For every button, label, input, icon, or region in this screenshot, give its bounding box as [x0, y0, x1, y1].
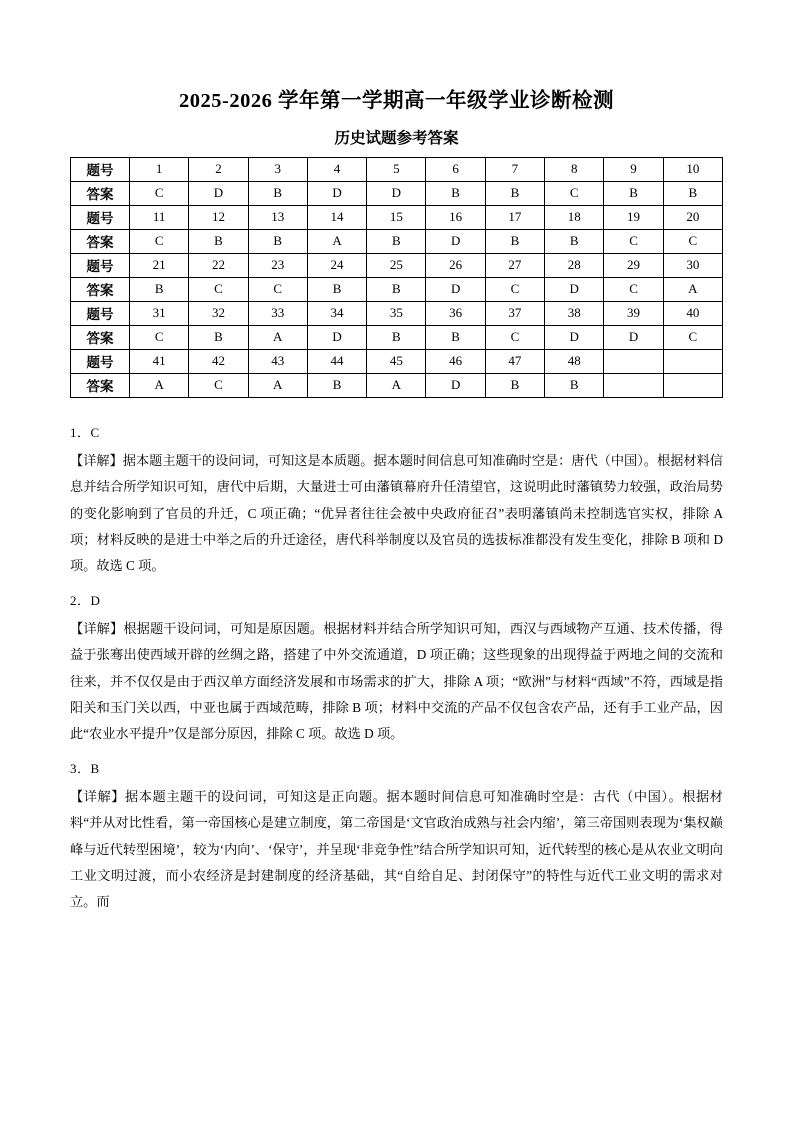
- row-label: 题号: [71, 349, 130, 373]
- table-cell: 26: [426, 253, 485, 277]
- table-cell: B: [426, 181, 485, 205]
- table-cell: B: [604, 181, 663, 205]
- table-cell: 44: [307, 349, 366, 373]
- table-cell: 18: [545, 205, 604, 229]
- row-label: 题号: [71, 301, 130, 325]
- table-cell: [604, 349, 663, 373]
- table-cell: B: [248, 229, 307, 253]
- explanation-item: [70, 420, 723, 580]
- table-cell: 32: [189, 301, 248, 325]
- table-cell: C: [130, 229, 189, 253]
- table-cell: 22: [189, 253, 248, 277]
- table-cell: 23: [248, 253, 307, 277]
- table-cell: [604, 373, 663, 397]
- table-cell: C: [485, 325, 544, 349]
- explanation-text: 【详解】据本题主题干的设问词，可知这是正向题。据本题时间信息可知准确时空是：古代（中国）。根据材料“并从对比性看，第一帝国核心是建立制度，第二帝国是‘文官政治成熟与社会内缩’，第三帝国则表现为‘集权巅峰与近代转型困境’，较为‘内向’、‘保守’，并呈现‘非竞争性”结合所学知识可知，近代转型的核心是从农业文明向工业文明过渡，而小农经济是封建制度的经济基础，其“自给自足、封闭保守”的特性与近代工业文明的需求对立。而: [70, 788, 723, 910]
- table-cell: 46: [426, 349, 485, 373]
- table-cell: C: [248, 277, 307, 301]
- table-cell: 2: [189, 157, 248, 181]
- table-cell: B: [307, 277, 366, 301]
- table-cell: 14: [307, 205, 366, 229]
- table-cell: B: [545, 229, 604, 253]
- table-row: [71, 349, 723, 373]
- table-cell: 29: [604, 253, 663, 277]
- table-row: [71, 373, 723, 397]
- row-label: 答案: [71, 229, 130, 253]
- table-cell: 15: [367, 205, 426, 229]
- table-cell: C: [130, 181, 189, 205]
- table-row: [71, 181, 723, 205]
- table-cell: B: [663, 181, 722, 205]
- table-cell: 37: [485, 301, 544, 325]
- answer-key-table: [70, 157, 723, 398]
- row-label: 题号: [71, 253, 130, 277]
- table-cell: B: [485, 181, 544, 205]
- table-cell: [663, 373, 722, 397]
- table-cell: 12: [189, 205, 248, 229]
- table-cell: 20: [663, 205, 722, 229]
- table-cell: D: [307, 181, 366, 205]
- table-cell: 38: [545, 301, 604, 325]
- table-cell: B: [307, 373, 366, 397]
- table-cell: 28: [545, 253, 604, 277]
- table-cell: 42: [189, 349, 248, 373]
- table-cell: C: [130, 325, 189, 349]
- table-cell: 39: [604, 301, 663, 325]
- table-cell: D: [426, 277, 485, 301]
- table-cell: D: [189, 181, 248, 205]
- table-cell: C: [604, 277, 663, 301]
- table-row: [71, 205, 723, 229]
- row-label: 答案: [71, 277, 130, 301]
- table-cell: 43: [248, 349, 307, 373]
- explanation-text: 【详解】据本题主题干的设问词，可知这是本质题。据本题时间信息可知准确时空是：唐代（中国）。根据材料信息并结合所学知识可知，唐代中后期，大量进士可由藩镇幕府升任清望官，这说明此时藩镇势力较强，政治局势的变化影响到了官员的升迁，C 项正确；“优异者往往会被中央政府征召”表明藩镇尚未控制选官实权，排除 A 项；材料反映的是进士中举之后的升迁途径，唐代科举制度以及官员的选拔标准都没有发生变化，排除 B 项和 D 项。故选 C 项。: [70, 452, 723, 574]
- explanation-text: 【详解】根据题干设问词，可知是原因题。根据材料并结合所学知识可知，西汉与西域物产互通、技术传播，得益于张骞出使西域开辟的丝绸之路，搭建了中外交流通道，D 项正确；这些现象的出现得益于两地之间的交流和往来，并不仅仅是由于西汉单方面经济发展和市场需求的扩大，排除 A 项；“欧洲”与材料“西域”不符，西域是指阳关和玉门关以西，中亚也属于西域范畴，排除 B 项；材料中交流的产品不仅包含农产品，还有手工业产品，因此“农业水平提升”仅是部分原因，排除 C 项。故选 D 项。: [70, 620, 723, 742]
- table-cell: C: [663, 325, 722, 349]
- table-cell: 45: [367, 349, 426, 373]
- table-cell: 25: [367, 253, 426, 277]
- table-cell: D: [545, 277, 604, 301]
- table-cell: 48: [545, 349, 604, 373]
- table-cell: B: [545, 373, 604, 397]
- table-cell: C: [189, 277, 248, 301]
- explanation-item: [70, 588, 723, 748]
- table-cell: 36: [426, 301, 485, 325]
- table-cell: A: [367, 373, 426, 397]
- row-label: 答案: [71, 181, 130, 205]
- table-cell: 13: [248, 205, 307, 229]
- table-cell: 7: [485, 157, 544, 181]
- table-cell: 34: [307, 301, 366, 325]
- table-cell: B: [367, 325, 426, 349]
- table-cell: C: [545, 181, 604, 205]
- table-cell: 17: [485, 205, 544, 229]
- table-cell: D: [426, 373, 485, 397]
- table-cell: 40: [663, 301, 722, 325]
- table-cell: 24: [307, 253, 366, 277]
- table-cell: D: [604, 325, 663, 349]
- table-cell: 10: [663, 157, 722, 181]
- table-cell: B: [485, 229, 544, 253]
- table-cell: 21: [130, 253, 189, 277]
- table-cell: B: [189, 325, 248, 349]
- explanation-item: [70, 756, 723, 916]
- table-cell: D: [426, 229, 485, 253]
- table-cell: 47: [485, 349, 544, 373]
- explanation-label: 2．D: [70, 592, 101, 608]
- row-label: 答案: [71, 325, 130, 349]
- table-cell: 35: [367, 301, 426, 325]
- table-cell: 8: [545, 157, 604, 181]
- table-row: [71, 277, 723, 301]
- table-cell: 6: [426, 157, 485, 181]
- table-cell: 1: [130, 157, 189, 181]
- table-cell: [663, 349, 722, 373]
- row-label: 题号: [71, 157, 130, 181]
- table-cell: 30: [663, 253, 722, 277]
- table-cell: B: [248, 181, 307, 205]
- table-cell: A: [307, 229, 366, 253]
- table-cell: C: [663, 229, 722, 253]
- table-cell: B: [367, 277, 426, 301]
- table-cell: 5: [367, 157, 426, 181]
- table-cell: C: [485, 277, 544, 301]
- answer-key-body: [71, 157, 723, 397]
- table-row: [71, 325, 723, 349]
- table-cell: 3: [248, 157, 307, 181]
- table-cell: C: [189, 373, 248, 397]
- explanation-label: 1．C: [70, 424, 100, 440]
- table-cell: D: [367, 181, 426, 205]
- table-cell: B: [426, 325, 485, 349]
- table-cell: 19: [604, 205, 663, 229]
- table-cell: 41: [130, 349, 189, 373]
- table-row: [71, 229, 723, 253]
- table-cell: D: [307, 325, 366, 349]
- table-row: [71, 157, 723, 181]
- table-cell: 27: [485, 253, 544, 277]
- page-title: 2025-2026 学年第一学期高一年级学业诊断检测: [179, 90, 614, 112]
- explanation-label: 3．B: [70, 760, 100, 776]
- table-cell: 4: [307, 157, 366, 181]
- table-cell: 16: [426, 205, 485, 229]
- table-cell: D: [545, 325, 604, 349]
- table-row: [71, 301, 723, 325]
- table-cell: B: [367, 229, 426, 253]
- row-label: 题号: [71, 205, 130, 229]
- page-subtitle: 历史试题参考答案: [334, 129, 459, 147]
- table-cell: A: [248, 325, 307, 349]
- table-row: [71, 253, 723, 277]
- table-cell: 9: [604, 157, 663, 181]
- table-cell: A: [248, 373, 307, 397]
- table-cell: B: [485, 373, 544, 397]
- table-cell: 31: [130, 301, 189, 325]
- row-label: 答案: [71, 373, 130, 397]
- table-cell: 11: [130, 205, 189, 229]
- table-cell: A: [663, 277, 722, 301]
- table-cell: A: [130, 373, 189, 397]
- table-cell: B: [189, 229, 248, 253]
- table-cell: 33: [248, 301, 307, 325]
- table-cell: C: [604, 229, 663, 253]
- table-cell: B: [130, 277, 189, 301]
